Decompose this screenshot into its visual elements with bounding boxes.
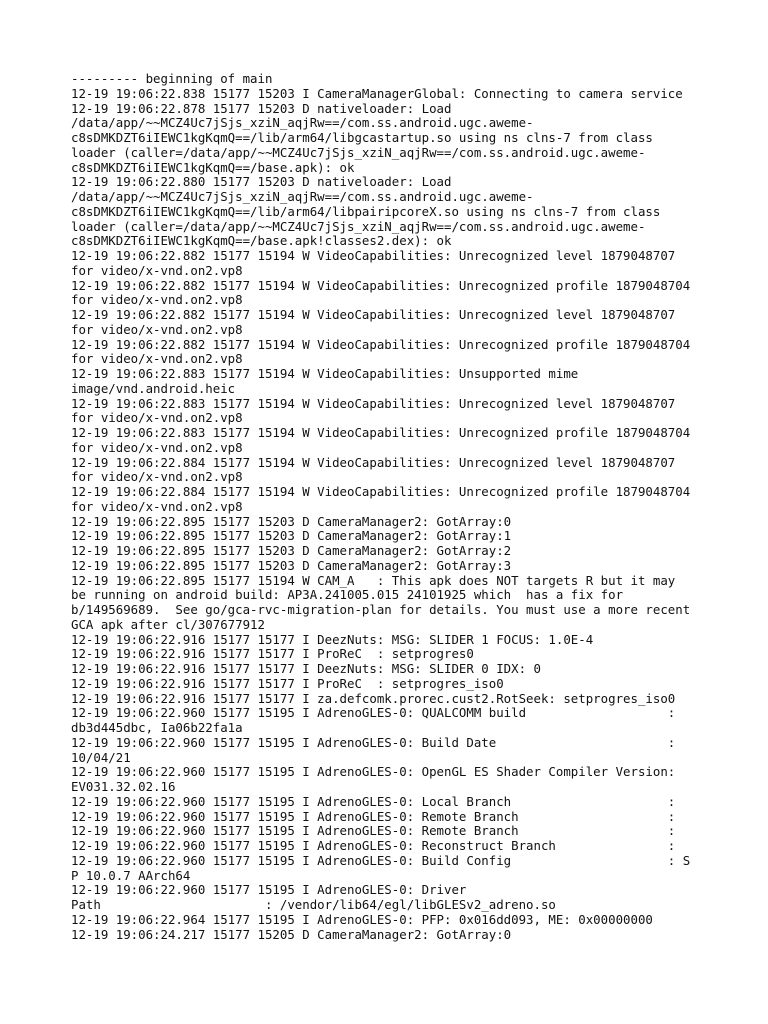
log-line: 12-19 19:06:22.895 15177 15194 W CAM_A : This apk does NOT targets R but it may bbox=[71, 572, 676, 588]
log-line: 12-19 19:06:22.960 15177 15195 I AdrenoGLES-0: Build Config : S bbox=[71, 852, 691, 868]
log-line: db3d445dbc, Ia06b22fa1a bbox=[71, 720, 243, 735]
log-line: image/vnd.android.heic bbox=[71, 380, 236, 396]
log-line: c8sDMKDZT6iIEWC1kgKqmQ==/base.apk!classes2.dex): ok bbox=[71, 233, 452, 249]
log-line: for video/x-vnd.on2.vp8 bbox=[71, 262, 243, 278]
log-line: 12-19 19:06:22.838 15177 15203 I CameraManagerGlobal: Connecting to camera service bbox=[71, 85, 683, 101]
log-line: c8sDMKDZT6iIEWC1kgKqmQ==/base.apk): ok bbox=[71, 159, 355, 175]
log-line: 12-19 19:06:22.883 15177 15194 W VideoCapabilities: Unrecognized level 1879048707 bbox=[71, 395, 676, 411]
log-line: for video/x-vnd.on2.vp8 bbox=[71, 410, 243, 426]
log-line: 12-19 19:06:22.960 15177 15195 I AdrenoGLES-0: Remote Branch : bbox=[71, 808, 676, 824]
log-line: /data/app/~~MCZ4Uc7jSjs_xziN_aqjRw==/com.ss.android.ugc.aweme- bbox=[71, 115, 534, 131]
log-line: for video/x-vnd.on2.vp8 bbox=[71, 498, 243, 514]
log-line: 12-19 19:06:22.883 15177 15194 W VideoCapabilities: Unsupported mime bbox=[71, 366, 579, 381]
log-text-body bbox=[71, 72, 711, 942]
log-line: 12-19 19:06:22.884 15177 15194 W VideoCapabilities: Unrecognized profile 1879048704 bbox=[71, 484, 691, 499]
log-line: be running on android build: AP3A.241005.015 24101925 which has a fix for bbox=[71, 587, 624, 603]
log-line: 12-19 19:06:24.217 15177 15205 D CameraManager2: GotArray:0 bbox=[71, 926, 512, 942]
log-line: 12-19 19:06:22.884 15177 15194 W VideoCapabilities: Unrecognized level 1879048707 bbox=[71, 454, 676, 470]
log-line: 12-19 19:06:22.895 15177 15203 D CameraManager2: GotArray:0 bbox=[71, 513, 512, 529]
log-line: loader (caller=/data/app/~~MCZ4Uc7jSjs_xziN_aqjRw==/com.ss.android.ugc.aweme- bbox=[71, 144, 646, 160]
log-line: 12-19 19:06:22.882 15177 15194 W VideoCapabilities: Unrecognized level 1879048707 bbox=[71, 307, 676, 322]
log-line: 12-19 19:06:22.960 15177 15195 I AdrenoGLES-0: OpenGL ES Shader Compiler Version: bbox=[71, 764, 676, 780]
log-line: for video/x-vnd.on2.vp8 bbox=[71, 292, 243, 308]
log-line: 12-19 19:06:22.882 15177 15194 W VideoCapabilities: Unrecognized profile 1879048704 bbox=[71, 277, 691, 293]
log-line: /data/app/~~MCZ4Uc7jSjs_xziN_aqjRw==/com.ss.android.ugc.aweme- bbox=[71, 189, 534, 204]
log-line: 12-19 19:06:22.960 15177 15195 I AdrenoGLES-0: Remote Branch : bbox=[71, 823, 676, 839]
log-line: 12-19 19:06:22.916 15177 15177 I za.defcomk.prorec.cust2.RotSeek: setprogres_iso0 bbox=[71, 690, 676, 706]
log-line: 12-19 19:06:22.895 15177 15203 D CameraManager2: GotArray:2 bbox=[71, 543, 512, 558]
log-line: c8sDMKDZT6iIEWC1kgKqmQ==/lib/arm64/libpairipcoreX.so using ns clns-7 from class bbox=[71, 203, 661, 219]
log-line: for video/x-vnd.on2.vp8 bbox=[71, 321, 243, 337]
log-line: 12-19 19:06:22.916 15177 15177 I DeezNuts: MSG: SLIDER 1 FOCUS: 1.0E-4 bbox=[71, 631, 594, 647]
log-line: 10/04/21 bbox=[71, 749, 131, 765]
log-line: 12-19 19:06:22.895 15177 15203 D CameraManager2: GotArray:1 bbox=[71, 528, 512, 544]
log-line: 12-19 19:06:22.960 15177 15195 I AdrenoGLES-0: Local Branch : bbox=[71, 793, 676, 809]
log-line: 12-19 19:06:22.916 15177 15177 I ProReC : setprogres0 bbox=[71, 646, 474, 662]
log-line: 12-19 19:06:22.964 15177 15195 I AdrenoGLES-0: PFP: 0x016dd093, ME: 0x00000000 bbox=[71, 911, 653, 927]
log-line: 12-19 19:06:22.916 15177 15177 I ProReC : setprogres_iso0 bbox=[71, 675, 504, 691]
log-line: 12-19 19:06:22.960 15177 15195 I AdrenoGLES-0: QUALCOMM build : bbox=[71, 705, 676, 721]
log-line: EV031.32.02.16 bbox=[71, 779, 176, 794]
log-line: 12-19 19:06:22.882 15177 15194 W VideoCapabilities: Unrecognized level 1879048707 bbox=[71, 248, 676, 263]
log-line: c8sDMKDZT6iIEWC1kgKqmQ==/lib/arm64/libgcastartup.so using ns clns-7 from class bbox=[71, 130, 653, 145]
log-line: for video/x-vnd.on2.vp8 bbox=[71, 351, 243, 367]
log-line: 12-19 19:06:22.883 15177 15194 W VideoCapabilities: Unrecognized profile 1879048704 bbox=[71, 425, 691, 440]
log-line: loader (caller=/data/app/~~MCZ4Uc7jSjs_xziN_aqjRw==/com.ss.android.ugc.aweme- bbox=[71, 218, 646, 234]
log-line: b/149569689. See go/gca-rvc-migration-plan for details. You must use a more recent bbox=[71, 602, 691, 617]
log-line: 12-19 19:06:22.960 15177 15195 I AdrenoGLES-0: Build Date : bbox=[71, 734, 676, 750]
log-line: 12-19 19:06:22.895 15177 15203 D CameraManager2: GotArray:3 bbox=[71, 557, 512, 573]
log-line: 12-19 19:06:22.960 15177 15195 I AdrenoGLES-0: Reconstruct Branch : bbox=[71, 838, 676, 853]
log-line: for video/x-vnd.on2.vp8 bbox=[71, 469, 243, 485]
log-line: --------- beginning of main bbox=[71, 71, 273, 86]
log-line: GCA apk after cl/307677912 bbox=[71, 616, 265, 632]
log-line: 12-19 19:06:22.960 15177 15195 I AdrenoGLES-0: Driver bbox=[71, 882, 467, 898]
log-line: 12-19 19:06:22.878 15177 15203 D nativeloader: Load bbox=[71, 100, 452, 116]
log-line: P 10.0.7 AArch64 bbox=[71, 867, 191, 883]
log-line: 12-19 19:06:22.882 15177 15194 W VideoCapabilities: Unrecognized profile 1879048704 bbox=[71, 336, 691, 352]
log-line: 12-19 19:06:22.916 15177 15177 I DeezNuts: MSG: SLIDER 0 IDX: 0 bbox=[71, 661, 541, 676]
log-line: Path : /vendor/lib64/egl/libGLESv2_adreno.so bbox=[71, 897, 556, 912]
log-line: for video/x-vnd.on2.vp8 bbox=[71, 439, 243, 455]
log-line: 12-19 19:06:22.880 15177 15203 D nativeloader: Load bbox=[71, 174, 452, 190]
